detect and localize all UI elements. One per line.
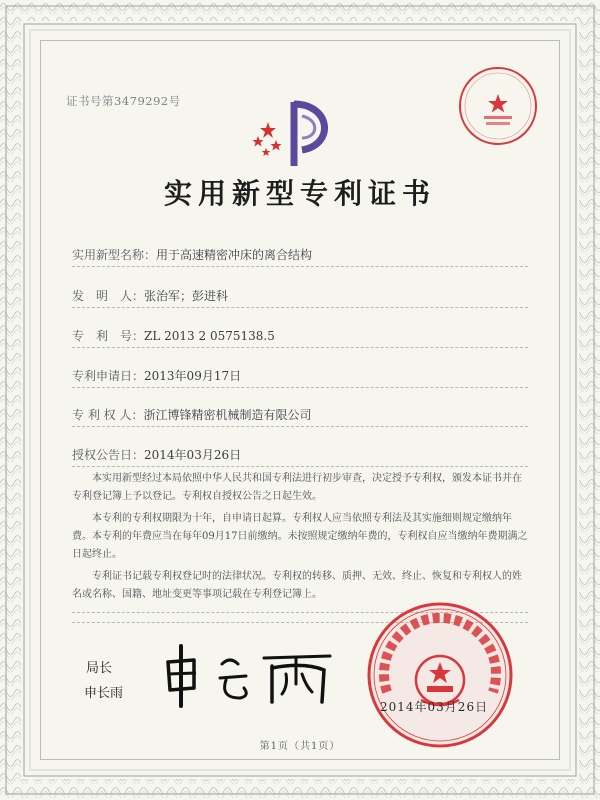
certificate-body: [72, 470, 528, 604]
field-grant-announcement-date: [72, 446, 241, 463]
signatory-role: 局长: [86, 661, 113, 676]
national-ip-administration-seal: [365, 600, 515, 750]
page-footer: 第1页（共1页）: [259, 741, 341, 752]
field-label: 发 明 人：: [72, 289, 145, 303]
patent-office-logo: [250, 92, 350, 172]
divider: [72, 347, 528, 348]
field-utility-model-name: [72, 246, 312, 263]
divider: [72, 387, 528, 388]
field-value: 张治军；彭进科: [144, 289, 229, 303]
field-value: 浙江博锋精密机械制造有限公司: [143, 408, 312, 422]
field-label: 专利申请日：: [72, 369, 145, 383]
field-label: 实用新型名称：: [72, 248, 157, 262]
divider: [72, 426, 528, 427]
field-value: ZL 2013 2 0575138.5: [144, 329, 275, 343]
divider: [72, 466, 528, 467]
signatory-name: 申长雨: [84, 686, 124, 701]
field-value: 用于高速精密冲床的离合结构: [156, 248, 313, 262]
certificate-title: 实用新型专利证书: [163, 177, 436, 210]
field-application-date: [72, 367, 241, 384]
certificate-number: 证书号第3479292号: [66, 94, 181, 108]
paragraph: 专利证书记载专利权登记时的法律状况。专利权的转移、质押、无效、终止、恢复和专利权人的姓名或名称、国籍、地址变更等事项记载在专利登记簿上。: [72, 571, 522, 600]
field-patent-number: [72, 327, 275, 344]
seal-date: 2014年03月26日: [380, 700, 489, 714]
field-patentee: [72, 406, 311, 423]
divider: [72, 266, 528, 267]
paragraph: 本专利的专利权期限为十年，自申请日起算。专利权人应当依照专利法及其实施细则规定缴纳年费。本专利的年费应当在每年09月17日前缴纳。未按照规定缴纳年费的，专利权自应当缴纳年费期满之日起终止。: [72, 513, 528, 560]
handwritten-signature: [160, 640, 340, 710]
paragraph: 本实用新型经过本局依照中华人民共和国专利法进行初步审查，决定授予专利权，颁发本证书并在专利登记簿上予以登记。专利权自授权公告之日起生效。: [72, 473, 522, 502]
divider: [72, 307, 528, 308]
field-value: 2013年09月17日: [144, 369, 242, 383]
field-inventors: [72, 287, 228, 304]
field-label: 专 利 号：: [72, 329, 145, 343]
field-label: 专 利 权 人：: [72, 408, 144, 422]
field-label: 授权公告日：: [72, 448, 145, 462]
small-official-seal: [456, 64, 540, 148]
field-value: 2014年03月26日: [144, 448, 242, 462]
